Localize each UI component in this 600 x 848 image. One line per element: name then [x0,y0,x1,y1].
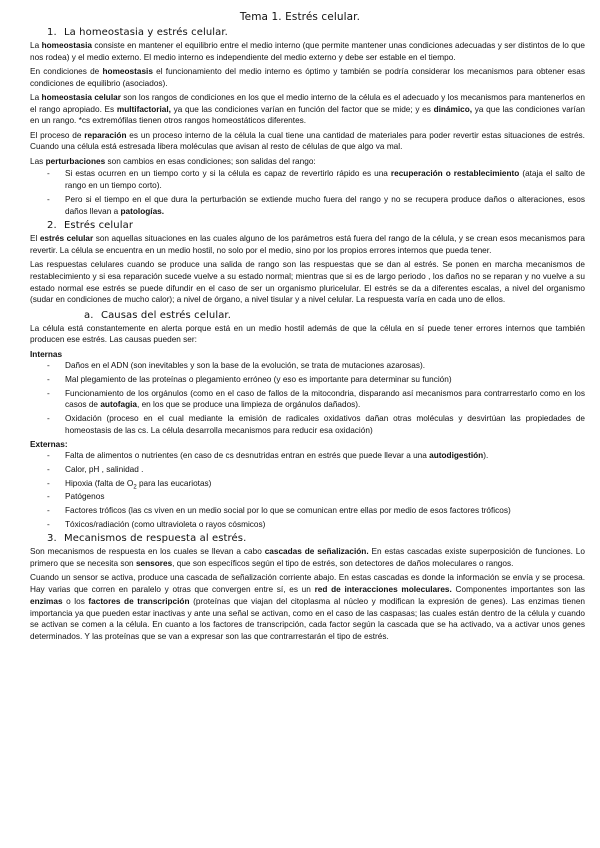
paragraph: La homeostasia celular son los rangos de condiciones en los que el medio interno de la célula es el adecuado y los mecanismos para mantenerlos en el rango apropiado. Es multifactorial, ya que las condiciones varían en función del factor que se mide; y es dinámico, ya que las condiciones varían en un rango. *cs extremófilas tienen otros rangos homeostáticos diferentes. [30,93,585,126]
list-item: - Funcionamiento de los orgánulos (como en el caso de fallos de la mitocondria, disparando así mecanismos para contrarrestarlo como en los casos de autofagia, en los que se produce una limpieza de orgánulos dañados). [30,388,585,411]
list-item: - Mal plegamiento de las proteínas o plegamiento erróneo (y eso es importante para determinar su función) [30,374,585,386]
paragraph: El estrés celular son aquellas situaciones en las cuales alguno de los parámetros está fuera del rango de la célula, y se crean esos mecanismos para revertir. La célula se encuentra en un medio hostil, no solo por el medio, sino por los propios errores internos que pueda tener. [30,234,585,255]
paragraph: Las respuestas celulares cuando se produce una salida de rango son las respuestas que se dan al estrés. Se ponen en marcha mecanismos de restablecimiento y si esa reparación sucede vuelve a su estado normal; mientras que si es de largo periodo , los daños no se reparan y no vuelve a su estado normal ese estrés se puede difundir en el caso de ser un organismo pluricelular. El estrés se da a diferentes escalas, a nivel del organismo (sudar en condiciones de mucho calor); a nivel de órgano, a nivel tisular y a nivel celular. La respuesta varía en cada uno de ellos. [30,260,585,305]
section-heading-homeostasia: 1. La homeostasia y estrés celular. [47,27,228,38]
list-item: - Tóxicos/radiación (como ultravioleta o rayos cósmicos) [30,519,585,531]
document-body [30,25,585,645]
list-item: - Calor, pH , salinidad . [30,464,585,476]
internal-causes-list [30,360,585,436]
paragraph: La homeostasia consiste en mantener el equilibrio entre el medio interno (que permite mantener unas condiciones adecuadas y ser distintos de lo que nos rodea) y el medio externo. El medio interno es independiente del medio externo y debe ser estable en el tiempo. [30,41,585,62]
paragraph: En condiciones de homeostasis el funcionamiento del medio interno es óptimo y también se podría considerar los mecanismos para obtener esas condiciones de equilibrio (asociados). [30,67,585,88]
document-title: Tema 1. Estrés celular. [239,11,361,23]
external-causes-list [30,450,585,530]
paragraph: Son mecanismos de respuesta en los cuales se llevan a cabo cascadas de señalización. En estas cascadas existe superposición de funciones. Lo primero que se necesita son sensores, que son específicos según el tipo de estrés, son detectores de daños moleculares o rangos. [30,547,585,569]
section-heading-estres-celular: 2. Estrés celular [47,220,134,232]
subsection-heading-causas: a. Causas del estrés celular. [84,309,231,321]
externas-label: Externas: [30,439,68,449]
section-heading-mecanismos: 3. Mecanismos de respuesta al estrés. [47,533,247,545]
paragraph: El proceso de reparación es un proceso interno de la célula la cual tiene una cantidad de materiales para poder revertir estas situaciones de estrés. Cuando una célula está estresada libera moléculas que avisan al resto de células de que algo va mal. [30,130,585,152]
paragraph: Las perturbaciones son cambios en esas condiciones; son salidas del rango: [30,156,316,166]
list-item: - Daños en el ADN (son inevitables y son la base de la evolución, se trata de mutaciones azarosas). [30,360,585,372]
list-item: - Oxidación (proceso en el cual mediante la emisión de radicales oxidativos dañan otras moléculas y desvirtúan las propiedades de homeostasis de las cs. La célula desarrolla mecanismos para reducir esa oxidación) [30,413,585,436]
list-item: - Patógenos [30,491,585,503]
list-item: - Factores tróficos (las cs viven en un medio social por lo que se comunican entre ellas por medio de esos factores tróficos) [30,505,585,517]
paragraph: La célula está constantemente en alerta porque está en un medio hostil además de que la célula en sí puede tener errores internos que también producen ese estrés. Las causas pueden ser: [30,323,585,345]
list-item: - Hipoxia (falta de $O_2$ para las eucariotas) [30,478,585,490]
list-item: - Pero si el tiempo en el que dura la perturbación se extiende mucho fuera del rango y no se recupera produce daños o alteraciones, esos daños llevan a patologías. [30,194,585,217]
list-item: - Falta de alimentos o nutrientes (en caso de cs desnutridas entran en estrés que puede llevar a una autodigestión). [30,450,585,462]
paragraph: Cuando un sensor se activa, produce una cascada de señalización corriente abajo. En estas cascadas es donde la información se envía y se procesa. Hay varias que corren en paralelo y otras que convergen entre sí, es un red de interacciones moleculares. Componentes importantes son las enzimas o los factores de transcripción (proteínas que viajan del citoplasma al núcleo y modifican la expresión de genes). Las enzimas tienen importancia ya que pueden estar inactivas y ante una señal se activan, como en el caso de las caspasas; las cuales están dentro de la célula y cuando se activan se comen a la célula. En cuanto a los factores de transcripción, cada factor según la cascada que se ha activado, va a activar unos genes determinados. Y las proteínas que se van a expresar son las que contrarrestarán el tipo de estrés. [30,573,585,641]
perturbation-list [30,168,585,217]
internas-label: Internas [30,349,63,359]
list-item: - Si estas ocurren en un tiempo corto y si la célula es capaz de revertirlo rápido es una recuperación o restablecimiento (ataja el salto de rango en un tiempo corto). [30,168,585,191]
